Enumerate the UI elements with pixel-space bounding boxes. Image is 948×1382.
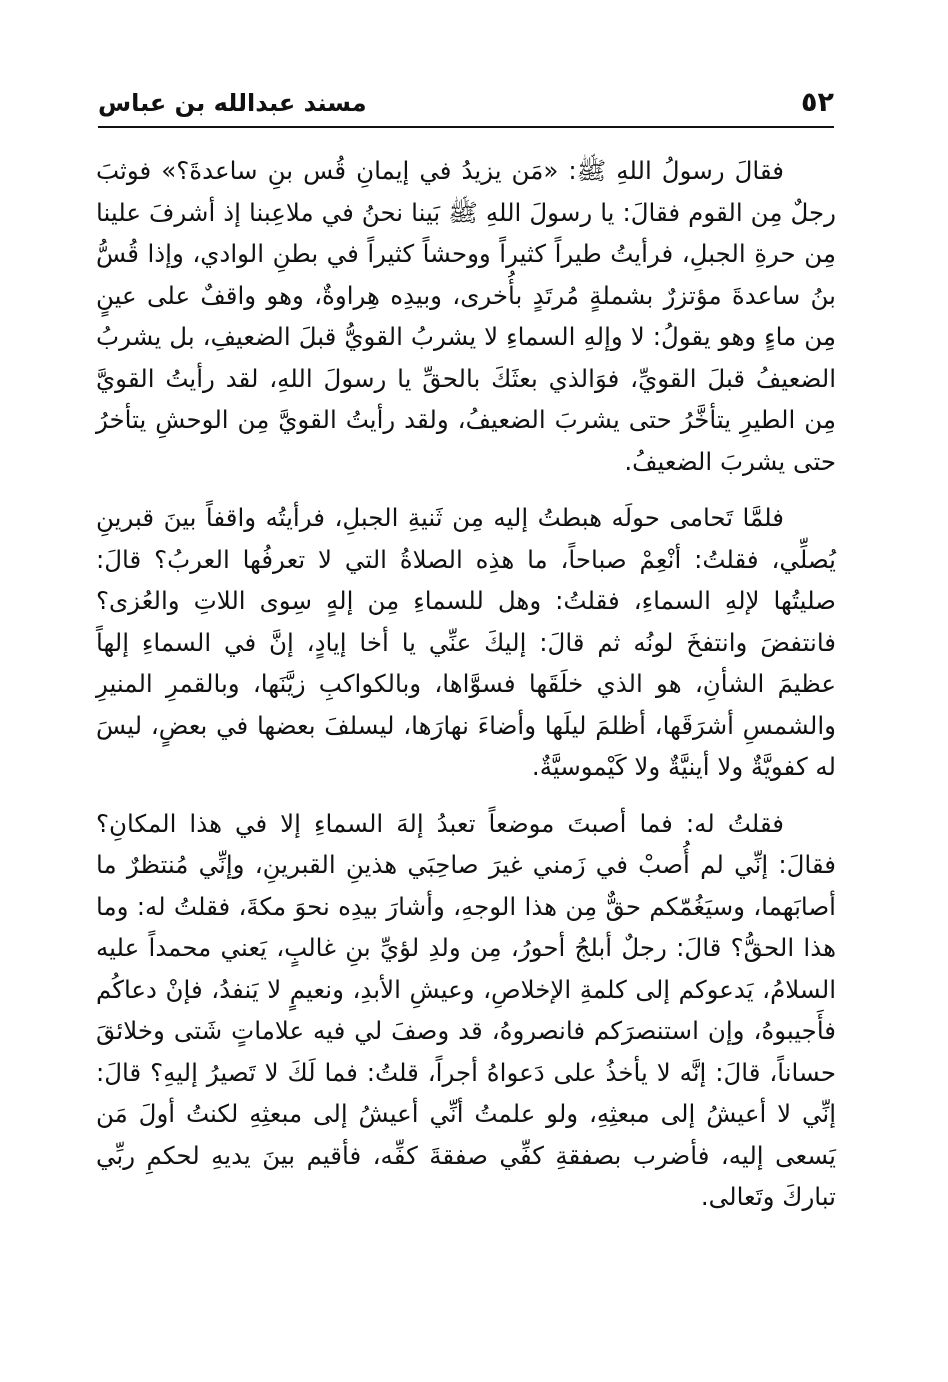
paragraph: فقلتُ له: فما أصبتَ موضعاً تعبدُ إلهَ السماءِ إلا في هذا المكانِ؟ فقالَ: إنِّي لم أُصبْ في زَمني غيرَ صاحِبَي هذينِ القبرينِ، وإنِّي مُنتظرٌ ما أصابَهما، وسيَغُمّكم حقٌّ مِن هذا الوجهِ، وأشارَ بيدِه نحوَ مكةَ، فقلتُ له: وما هذا الحقُّ؟ قالَ: رجلٌ أبلجُ أحورُ، مِن ولدِ لؤيِّ بنِ غالبٍ، يَعني محمداً عليه السلامُ، يَدعوكم إلى كلمةِ الإخلاصِ، وعيشِ الأبدِ، ونعيمٍ لا يَنفدُ، فإنْ دعاكُم فأَجيبوهُ، وإن استنصرَكم فانصروهُ، قد وصفَ لي فيه علاماتٍ شَتى وخلائقَ حساناً، قالَ: إنَّه لا يأخذُ على دَعواهُ أجراً، قلتُ: فما لَكَ لا تَصيرُ إليهِ؟ قالَ: إنِّي لا أعيشُ إلى مبعثِهِ، ولو علمتُ أنِّي أعيشُ إلى مبعثِهِ لكنتُ أولَ مَن يَسعى إليه، فأضرب بصفقةِ كفِّي صفقةَ كفِّه، فأقيم بينَ يديهِ لحكمِ ربِّي تباركَ وتَعالى.	[96, 808, 836, 1211]
body-text	[96, 150, 836, 1218]
page-number: ٥٢	[801, 87, 834, 118]
paragraph: فقالَ رسولُ اللهِ ﷺ: «مَن يزيدُ في إيمانِ قُس بنِ ساعدةَ؟» فوثبَ رجلٌ مِن القوم فقالَ: يا رسولَ اللهِ ﷺ بَينا نحنُ في ملاعِبنا إذ أشرفَ علينا مِن حرةِ الجبلِ، فرأيتُ طيراً كثيراً ووحشاً كثيراً في بطنِ الوادي، وإذا قُسُّ بنُ ساعدةَ مؤتزرٌ بشملةٍ مُرتَدٍ بأُخرى، وبيدِه هِراوةٌ، وهو واقفٌ على عينٍ مِن ماءٍ وهو يقولُ: لا وإلهِ السماءِ لا يشربُ القويُّ قبلَ الضعيفِ، بل يشربُ الضعيفُ قبلَ القويِّ، فوَالذي بعثَكَ بالحقِّ يا رسولَ اللهِ، لقد رأيتُ القويَّ مِن الطيرِ يتأخَّرُ حتى يشربَ الضعيفُ، ولقد رأيتُ القويَّ مِن الوحشِ يتأخرُ حتى يشربَ الضعيفُ.	[96, 156, 836, 476]
paragraph: فلمَّا تَحامى حولَه هبطتُ إليه مِن ثَنيةِ الجبلِ، فرأيتُه واقفاً بينَ قبرينِ يُصلِّي، فقلتُ: أنْعِمْ صباحاً، ما هذِه الصلاةُ التي لا تعرفُها العربُ؟ قالَ: صليتُها لإلهِ السماءِ، فقلتُ: وهل للسماءِ مِن إلهٍ سِوى اللاتِ والعُزى؟ فانتفضَ وانتفخَ لونُه ثم قالَ: إليكَ عنِّي يا أخا إيادٍ، إنَّ في السماءِ إلهاً عظيمَ الشأنِ، هو الذي خلَقَها فسوَّاها، وبالكواكبِ زيَّنَها، وبالقمرِ المنيرِ والشمسِ أشرَقَها، أظلمَ ليلَها وأضاءَ نهارَها، ليسلفَ بعضها في بعضٍ، ليسَ له كفويَّةٌ ولا أينيَّةٌ ولا كَيْموسيَّةٌ.	[96, 503, 836, 781]
running-title: مسند عبدالله بن عباس	[98, 89, 367, 117]
page-header	[98, 86, 834, 126]
header-divider	[98, 126, 834, 128]
